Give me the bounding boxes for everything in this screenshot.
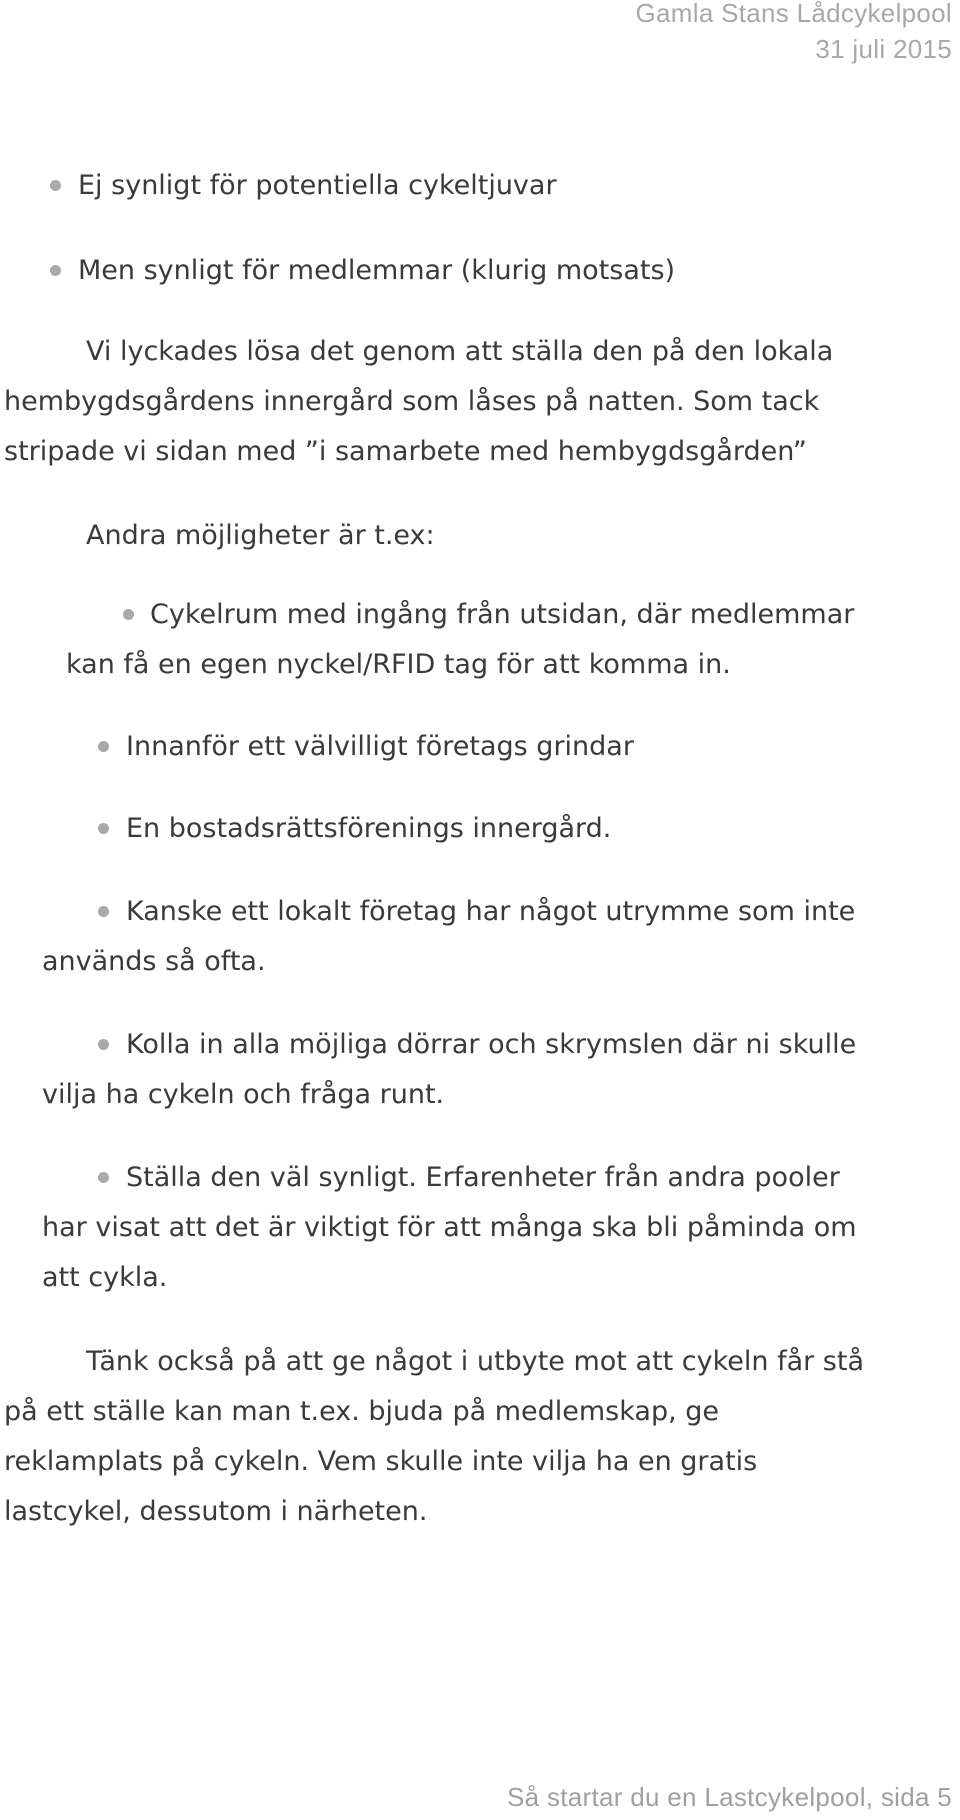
list-item: Men synligt för medlemmar (klurig motsats) (78, 255, 676, 286)
bullet-icon (98, 1172, 109, 1183)
list-item: att cykla. (42, 1262, 168, 1293)
document-title: Gamla Stans Lådcykelpool (635, 0, 952, 28)
bullet-icon (50, 180, 61, 191)
bullet-icon (98, 906, 109, 917)
page-footer: Så startar du en Lastcykelpool, sida 5 (507, 1782, 952, 1812)
paragraph-options-intro: Andra möjligheter är t.ex: (86, 520, 435, 551)
list-item: Cykelrum med ingång från utsidan, där medlemmar (150, 599, 855, 630)
list-item: En bostadsrättsförenings innergård. (126, 813, 612, 844)
paragraph-line: stripade vi sidan med ”i samarbete med hembygdsgården” (4, 436, 807, 467)
list-item: har visat att det är viktigt för att många ska bli påminda om (42, 1212, 857, 1243)
paragraph-line: Vi lyckades lösa det genom att ställa den på den lokala (86, 336, 834, 367)
bullet-icon (50, 265, 61, 276)
bullet-icon (98, 741, 109, 752)
list-item: Ställa den väl synligt. Erfarenheter från andra pooler (126, 1162, 840, 1193)
bullet-icon (98, 823, 109, 834)
list-item: Ej synligt för potentiella cykeltjuvar (78, 170, 557, 201)
paragraph-line: hembygdsgårdens innergård som låses på natten. Som tack (4, 386, 820, 417)
paragraph-line: på ett ställe kan man t.ex. bjuda på medlemskap, ge (4, 1396, 719, 1427)
paragraph-line: reklamplats på cykeln. Vem skulle inte vilja ha en gratis (4, 1446, 758, 1477)
list-item: Innanför ett välvilligt företags grindar (126, 731, 634, 762)
list-item: Kolla in alla möjliga dörrar och skrymslen där ni skulle (126, 1029, 857, 1060)
list-item: vilja ha cykeln och fråga runt. (42, 1079, 445, 1110)
paragraph-line: lastcykel, dessutom i närheten. (4, 1496, 428, 1527)
bullet-icon (98, 1039, 109, 1050)
list-item: kan få en egen nyckel/RFID tag för att komma in. (66, 649, 731, 680)
paragraph-line: Tänk också på att ge något i utbyte mot att cykeln får stå (86, 1346, 865, 1377)
list-item: Kanske ett lokalt företag har något utrymme som inte (126, 896, 856, 927)
document-date: 31 juli 2015 (815, 34, 952, 64)
list-item: används så ofta. (42, 946, 266, 977)
bullet-icon (123, 609, 134, 620)
